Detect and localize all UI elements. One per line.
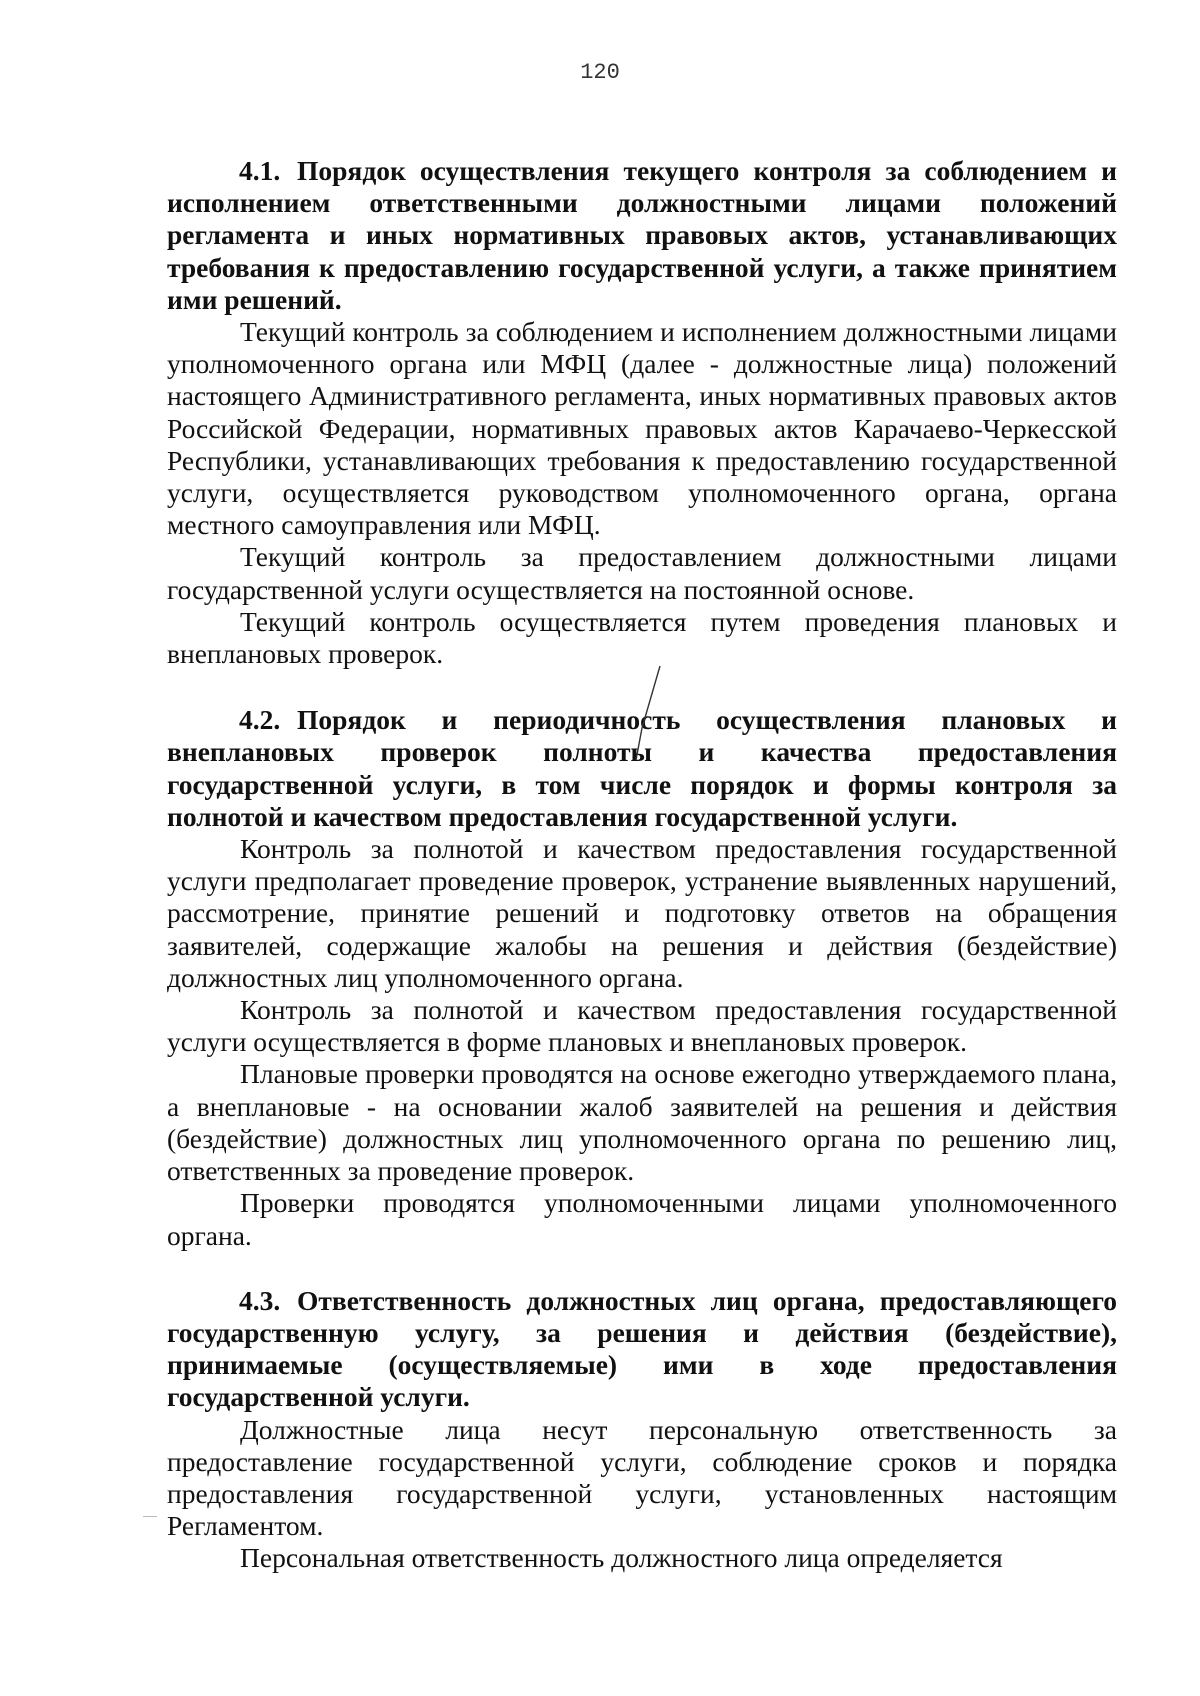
section-4-2-heading — [167, 704, 1117, 833]
document-body — [167, 155, 1117, 1575]
paragraph: Проверки проводятся уполномоченными лицами уполномоченного органа. — [167, 1187, 1117, 1251]
paragraph: Контроль за полнотой и качеством предоставления государственной услуги предполагает проведение проверок, устранение выявленных нарушений, рассмотрение, принятие решений и подготовку ответов на обращения заявителей, содержащие жалобы на решения и действия (бездействие) должностных лиц уполномоченного органа. — [167, 833, 1117, 993]
paragraph: Плановые проверки проводятся на основе ежегодно утверждаемого плана, а внеплановые - на основании жалоб заявителей на решения и действия (бездействие) должностных лиц уполномоченного органа по решению лиц, ответственных за проведение проверок. — [167, 1058, 1117, 1187]
section-number: 4.3. — [239, 1284, 281, 1316]
section-number: 4.2. — [239, 704, 281, 736]
paragraph: Текущий контроль осуществляется путем проведения плановых и внеплановых проверок. — [167, 605, 1117, 670]
section-4-1-heading — [167, 155, 1117, 316]
page-number: 120 — [580, 60, 620, 85]
paragraph: Персональная ответственность должностного лица определяется — [240, 1542, 1003, 1574]
paragraph: Должностные лица несут персональную ответственность за предоставление государственной услуги, соблюдение сроков и порядка предоставления государственной услуги, установленных настоящим Регламентом. — [167, 1413, 1117, 1542]
section-title: Порядок и периодичность осуществления плановых и внеплановых проверок полноты и качества предоставления государственной услуги, в том числе порядок и формы контроля за полнотой и качеством предоставления государственной услуги. — [167, 704, 1117, 832]
paragraph: Текущий контроль за предоставлением должностными лицами государственной услуги осуществляется на постоянной основе. — [167, 541, 1117, 605]
paragraph: Контроль за полнотой и качеством предоставления государственной услуги осуществляется в форме плановых и внеплановых проверок. — [167, 994, 1117, 1058]
section-number: 4.1. — [239, 155, 281, 186]
paragraph: Текущий контроль за соблюдением и исполнением должностными лицами уполномоченного органа или МФЦ (далее - должностные лица) положений настоящего Административного регламента, иных нормативных правовых актов Российской Федерации, нормативных правовых актов Карачаево-Черкесской Республики, устанавливающих требования к предоставлению государственной услуги, осуществляется руководством уполномоченного органа, органа местного самоуправления или МФЦ. — [167, 316, 1117, 541]
section-title: Порядок осуществления текущего контроля за соблюдением и исполнением ответственными должностными лицами положений регламента и иных нормативных правовых актов, устанавливающих требования к предоставлению государственной услуги, а также принятием ими решений. — [167, 155, 1117, 315]
section-title: Ответственность должностных лиц органа, предоставляющего государственную услугу, за решения и действия (бездействие), принимаемые (осуществляемые) ими в ходе предоставления государственной услуги. — [167, 1284, 1117, 1413]
section-4-3-heading — [167, 1285, 1117, 1414]
scan-artifact-dash — [143, 1516, 157, 1517]
